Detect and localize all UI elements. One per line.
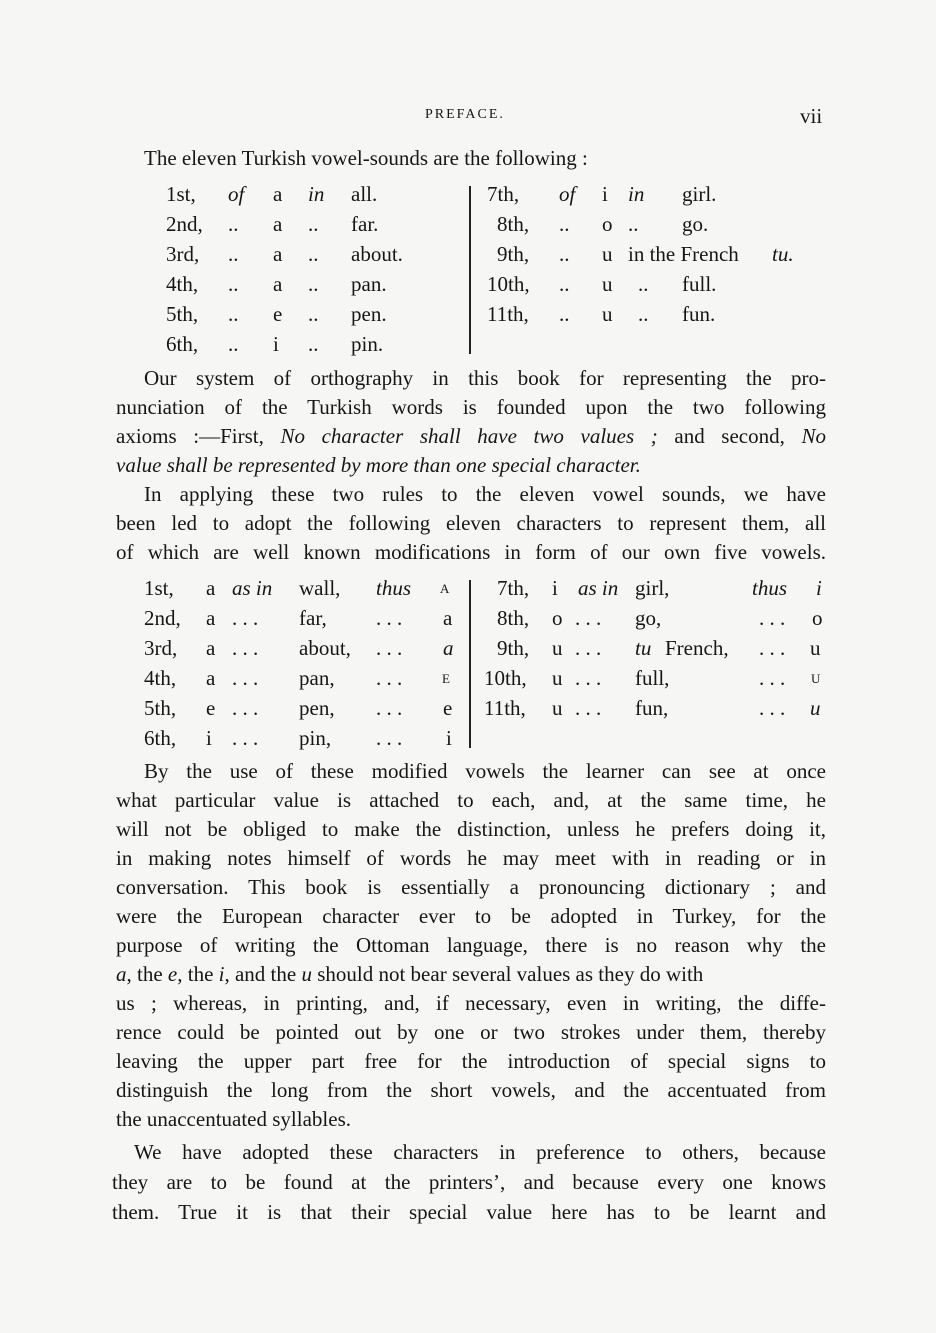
ditto-dots: . . . bbox=[759, 636, 786, 660]
vowel-letter: i bbox=[602, 182, 608, 206]
vowel-symbol: a bbox=[443, 606, 453, 630]
para3-line: the unaccentuated syllables. bbox=[116, 1107, 351, 1131]
example-word: fun, bbox=[635, 696, 669, 720]
ordinal: 6th, bbox=[144, 726, 177, 750]
ordinal: 9th, bbox=[497, 636, 530, 660]
vowel-letter: i bbox=[273, 332, 279, 356]
ordinal: 8th, bbox=[497, 606, 530, 630]
vowel-u: u bbox=[301, 962, 312, 986]
vowel-symbol: U bbox=[811, 671, 821, 686]
example-word: pan, bbox=[299, 666, 335, 690]
ditto-mark: .. bbox=[228, 212, 239, 236]
para1-line: nunciation of the Turkish words is founded upon the two following bbox=[116, 395, 826, 419]
vowel-letter: o bbox=[552, 606, 563, 630]
vowel-letter: i bbox=[206, 726, 212, 750]
text: , the bbox=[177, 962, 219, 986]
ditto-dots: . . . bbox=[376, 666, 403, 690]
vowel-symbol: E bbox=[442, 671, 450, 686]
vowel-letter: a bbox=[206, 636, 216, 660]
para3-line: what particular value is attached to each, and, at the same time, he bbox=[116, 788, 826, 812]
ditto-mark: .. bbox=[308, 212, 319, 236]
vowel-letter: u bbox=[602, 242, 613, 266]
ditto-dots: . . . bbox=[232, 726, 259, 750]
ordinal: 11th, bbox=[487, 302, 529, 326]
axioms-lead: axioms :—First, bbox=[116, 424, 264, 448]
ordinal: 10th, bbox=[484, 666, 527, 690]
example-word: pan. bbox=[351, 272, 387, 296]
vowel-letter: a bbox=[206, 666, 216, 690]
para4-line: they are to be found at the printers’, and because every one knows bbox=[112, 1170, 826, 1194]
para2-line: been led to adopt the following eleven characters to represent them, all bbox=[116, 511, 826, 535]
vowel-letter: a bbox=[273, 242, 283, 266]
vowel-e: e bbox=[167, 962, 178, 986]
ditto-dots: . . . bbox=[376, 606, 403, 630]
text: , and the bbox=[224, 962, 302, 986]
ditto-mark: .. bbox=[308, 272, 319, 296]
ditto-dots: . . . bbox=[376, 696, 403, 720]
column-divider bbox=[469, 186, 471, 354]
ordinal: 11th, bbox=[484, 696, 526, 720]
intro-line: The eleven Turkish vowel-sounds are the following : bbox=[144, 146, 588, 170]
ditto-mark: .. bbox=[308, 332, 319, 356]
of-word: of bbox=[559, 182, 576, 206]
example-word-italic: tu bbox=[635, 636, 652, 660]
vowel-i: i bbox=[218, 962, 225, 986]
para1-line: Our system of orthography in this book for representing the pro- bbox=[144, 366, 826, 390]
axiom-first: No character shall have two values ; bbox=[280, 424, 658, 448]
and-second: and second, bbox=[674, 424, 785, 448]
vowel-letter: u bbox=[602, 272, 613, 296]
ditto-mark: .. bbox=[228, 242, 239, 266]
ditto-mark: .. bbox=[628, 212, 639, 236]
text: , the bbox=[126, 962, 168, 986]
in-the-french: in the French bbox=[628, 242, 739, 266]
example-word: wall, bbox=[299, 576, 341, 600]
ordinal: 4th, bbox=[144, 666, 177, 690]
thus-word: thus bbox=[376, 576, 412, 600]
axiom-second-start: No bbox=[801, 424, 826, 448]
ditto-mark: .. bbox=[559, 272, 570, 296]
example-word: pin. bbox=[351, 332, 384, 356]
example-word: full, bbox=[635, 666, 670, 690]
example-word: girl, bbox=[635, 576, 670, 600]
vowel-letter: a bbox=[273, 182, 283, 206]
example-word: pen, bbox=[299, 696, 335, 720]
in-word: in bbox=[628, 182, 645, 206]
para3-line: purpose of writing the Ottoman language, there is no reason why the bbox=[116, 933, 826, 957]
ditto-dots: . . . bbox=[759, 666, 786, 690]
ditto-dots: . . . bbox=[376, 636, 403, 660]
para4-line: We have adopted these characters in preference to others, because bbox=[134, 1140, 826, 1164]
ditto-mark: .. bbox=[638, 272, 649, 296]
vowel-letter: u bbox=[552, 636, 563, 660]
example-word: pin, bbox=[299, 726, 332, 750]
example-word: go, bbox=[635, 606, 662, 630]
ditto-dots: . . . bbox=[575, 636, 602, 660]
vowel-letter: a bbox=[206, 576, 216, 600]
example-word: pen. bbox=[351, 302, 387, 326]
ordinal: 5th, bbox=[144, 696, 177, 720]
example-word: about. bbox=[351, 242, 403, 266]
vowel-letter: u bbox=[552, 666, 563, 690]
example-word: about, bbox=[299, 636, 351, 660]
para3-line: will not be obliged to make the distinction, unless he prefers doing it, bbox=[116, 817, 826, 841]
ditto-mark: .. bbox=[559, 302, 570, 326]
vowel-symbol: o bbox=[812, 606, 823, 630]
ordinal: 8th, bbox=[497, 212, 530, 236]
ditto-mark: .. bbox=[308, 242, 319, 266]
para1-line: value shall be represented by more than one special character. bbox=[116, 453, 641, 477]
vowel-symbol: u bbox=[810, 636, 821, 660]
example-word: far. bbox=[351, 212, 379, 236]
para3-line: rence could be pointed out by one or two strokes under them, thereby bbox=[116, 1020, 826, 1044]
vowel-letter: u bbox=[552, 696, 563, 720]
vowel-symbol: a bbox=[443, 636, 454, 660]
vowel-symbol: i bbox=[816, 576, 822, 600]
para3-line: conversation. This book is essentially a pronouncing dictionary ; and bbox=[116, 875, 826, 899]
vowel-letter: i bbox=[552, 576, 558, 600]
vowel-letter: e bbox=[206, 696, 216, 720]
text: should not bear several values as they do with bbox=[311, 962, 704, 986]
vowel-a: a bbox=[116, 962, 127, 986]
example-word: all. bbox=[351, 182, 378, 206]
ditto-mark: .. bbox=[228, 332, 239, 356]
ditto-mark: .. bbox=[559, 212, 570, 236]
example-word: go. bbox=[682, 212, 709, 236]
ditto-mark: .. bbox=[228, 302, 239, 326]
ditto-mark: .. bbox=[228, 272, 239, 296]
ditto-dots: . . . bbox=[376, 726, 403, 750]
ditto-dots: . . . bbox=[575, 606, 602, 630]
ordinal: 4th, bbox=[166, 272, 199, 296]
para4-line: them. True it is that their special value here has to be learnt and bbox=[112, 1200, 826, 1224]
ordinal: 1st, bbox=[144, 576, 174, 600]
ditto-dots: . . . bbox=[232, 696, 259, 720]
ordinal: 9th, bbox=[497, 242, 530, 266]
of-word: of bbox=[228, 182, 245, 206]
vowel-letter: u bbox=[602, 302, 613, 326]
example-word: tu. bbox=[772, 242, 794, 266]
ditto-mark: .. bbox=[308, 302, 319, 326]
vowel-letter: e bbox=[273, 302, 283, 326]
running-head-title: PREFACE. bbox=[425, 107, 505, 122]
ordinal: 7th, bbox=[497, 576, 530, 600]
vowel-letter: a bbox=[273, 212, 283, 236]
ditto-dots: . . . bbox=[232, 606, 259, 630]
ditto-dots: . . . bbox=[575, 696, 602, 720]
ordinal: 7th, bbox=[487, 182, 520, 206]
ditto-dots: . . . bbox=[232, 666, 259, 690]
ordinal: 2nd, bbox=[144, 606, 181, 630]
example-word: French, bbox=[665, 636, 729, 660]
vowel-letter: a bbox=[273, 272, 283, 296]
as-in: as in bbox=[232, 576, 273, 600]
running-head bbox=[0, 104, 936, 130]
ordinal: 10th, bbox=[487, 272, 530, 296]
example-word: fun. bbox=[682, 302, 716, 326]
para3-line: were the European character ever to be adopted in Turkey, for the bbox=[116, 904, 826, 928]
as-in: as in bbox=[578, 576, 619, 600]
column-divider bbox=[469, 580, 471, 748]
ditto-mark: .. bbox=[638, 302, 649, 326]
vowel-letter: o bbox=[602, 212, 613, 236]
in-word: in bbox=[308, 182, 325, 206]
ditto-dots: . . . bbox=[759, 696, 786, 720]
ordinal: 1st, bbox=[166, 182, 196, 206]
example-word: full. bbox=[682, 272, 717, 296]
para3-line: distinguish the long from the short vowels, and the accentuated from bbox=[116, 1078, 826, 1102]
thus-word: thus bbox=[752, 576, 788, 600]
ordinal: 6th, bbox=[166, 332, 199, 356]
ditto-dots: . . . bbox=[575, 666, 602, 690]
example-word: far, bbox=[299, 606, 327, 630]
ordinal: 3rd, bbox=[144, 636, 178, 660]
vowel-letter: a bbox=[206, 606, 216, 630]
para3-line bbox=[116, 962, 826, 987]
ditto-dots: . . . bbox=[759, 606, 786, 630]
para2-line: of which are well known modifications in form of our own five vowels. bbox=[116, 540, 826, 564]
ditto-mark: .. bbox=[559, 242, 570, 266]
para3-line: us ; whereas, in printing, and, if necessary, even in writing, the diffe- bbox=[116, 991, 826, 1015]
para3-line: in making notes himself of words he may meet with in reading or in bbox=[116, 846, 826, 870]
para2-line: In applying these two rules to the eleven vowel sounds, we have bbox=[144, 482, 826, 506]
vowel-symbol: u bbox=[810, 696, 821, 720]
para3-line: By the use of these modified vowels the learner can see at once bbox=[144, 759, 826, 783]
ordinal: 5th, bbox=[166, 302, 199, 326]
ordinal: 2nd, bbox=[166, 212, 203, 236]
ditto-dots: . . . bbox=[232, 636, 259, 660]
vowel-symbol: e bbox=[443, 696, 453, 720]
para3-line: leaving the upper part free for the introduction of special signs to bbox=[116, 1049, 826, 1073]
vowel-symbol: A bbox=[440, 581, 450, 596]
example-word: girl. bbox=[682, 182, 717, 206]
ordinal: 3rd, bbox=[166, 242, 200, 266]
vowel-symbol: i bbox=[446, 726, 452, 750]
page-number: vii bbox=[800, 104, 823, 128]
para1-line bbox=[116, 424, 826, 449]
